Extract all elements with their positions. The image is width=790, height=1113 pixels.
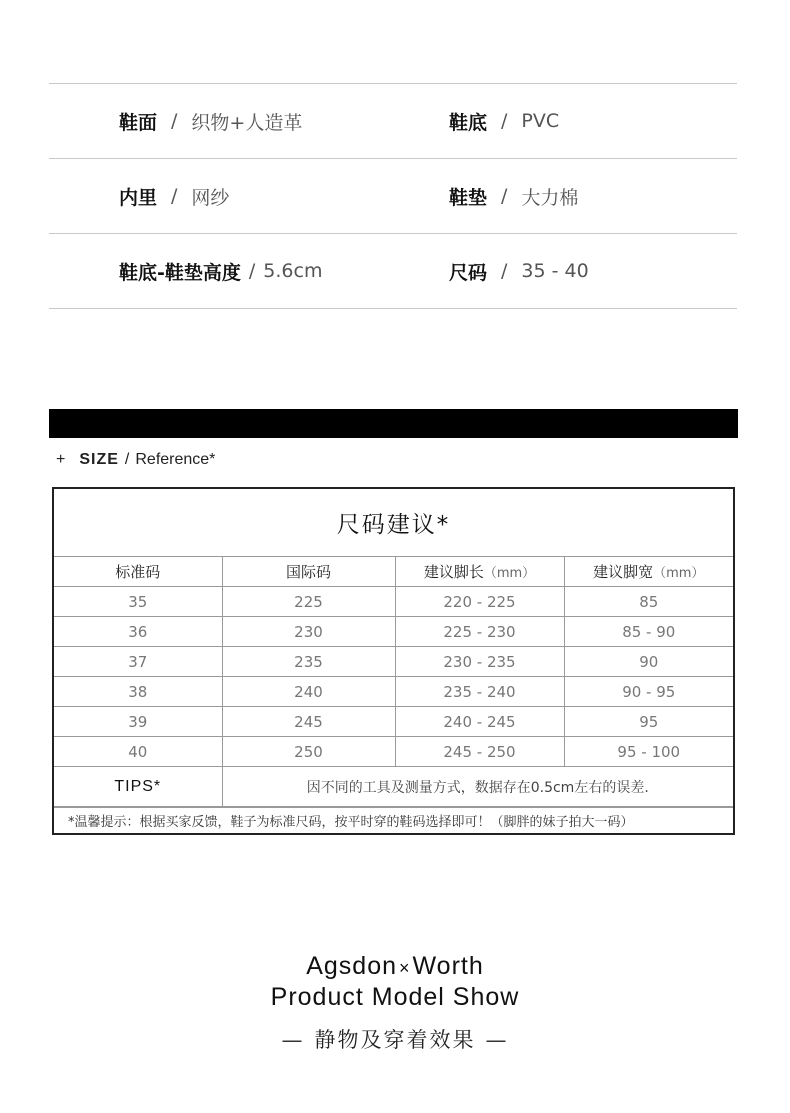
table-row bbox=[54, 737, 733, 767]
header-foot-width bbox=[564, 556, 733, 587]
plus-icon: + bbox=[56, 451, 66, 468]
spec-row bbox=[49, 159, 737, 234]
table-cell: 35 bbox=[54, 587, 222, 617]
brand-name bbox=[0, 952, 790, 981]
times-icon: × bbox=[399, 958, 411, 978]
table-row bbox=[54, 707, 733, 737]
tips-label: TIPS* bbox=[54, 767, 222, 807]
table-cell: 230 bbox=[222, 617, 395, 647]
size-table bbox=[54, 556, 733, 807]
header-unit: （mm） bbox=[653, 565, 705, 581]
table-cell: 85 bbox=[564, 587, 733, 617]
table-row bbox=[54, 617, 733, 647]
brand-name-right: Worth bbox=[412, 952, 484, 980]
size-section-heading bbox=[56, 451, 215, 469]
table-cell: 95 bbox=[564, 707, 733, 737]
table-cell: 235 bbox=[222, 647, 395, 677]
table-cell: 85 - 90 bbox=[564, 617, 733, 647]
tips-row bbox=[54, 767, 733, 807]
spec-table bbox=[49, 83, 737, 309]
size-slash: / bbox=[124, 451, 130, 468]
table-cell: 245 - 250 bbox=[395, 737, 564, 767]
table-row bbox=[54, 677, 733, 707]
tips-text: 因不同的工具及测量方式，数据存在0.5cm左右的误差. bbox=[222, 767, 733, 807]
header-text: 建议脚长 bbox=[423, 562, 484, 581]
spec-separator: / bbox=[501, 260, 508, 282]
table-row bbox=[54, 587, 733, 617]
table-cell: 40 bbox=[54, 737, 222, 767]
table-cell: 95 - 100 bbox=[564, 737, 733, 767]
spec-label: 鞋底-鞋垫高度 bbox=[119, 261, 241, 284]
brand-name-left: Agsdon bbox=[306, 952, 398, 980]
spec-value: 5.6cm bbox=[263, 260, 323, 282]
spec-label: 鞋面 bbox=[119, 111, 158, 134]
spec-value: 大力棉 bbox=[521, 186, 579, 209]
spec-separator: / bbox=[248, 260, 256, 282]
table-cell: 225 bbox=[222, 587, 395, 617]
spec-insole bbox=[449, 159, 578, 233]
brand-subtitle: Product Model Show bbox=[270, 983, 520, 1011]
section-divider-bar bbox=[49, 409, 738, 438]
table-row bbox=[54, 647, 733, 677]
spec-sole bbox=[449, 84, 559, 158]
table-cell: 240 - 245 bbox=[395, 707, 564, 737]
table-cell: 36 bbox=[54, 617, 222, 647]
table-cell: 250 bbox=[222, 737, 395, 767]
table-header-row bbox=[54, 556, 733, 587]
spec-separator: / bbox=[171, 185, 178, 207]
spec-upper bbox=[119, 84, 302, 158]
header-text: 标准码 bbox=[115, 562, 161, 581]
spec-label: 鞋底 bbox=[449, 111, 488, 134]
spec-row bbox=[49, 234, 737, 309]
size-guide-title: 尺码建议* bbox=[54, 489, 733, 557]
dash-right: — bbox=[485, 1028, 509, 1052]
table-cell: 90 bbox=[564, 647, 733, 677]
table-cell: 235 - 240 bbox=[395, 677, 564, 707]
dash-left: — bbox=[281, 1028, 305, 1052]
spec-lining bbox=[119, 159, 229, 233]
buyer-note: *温馨提示：根据买家反馈，鞋子为标准尺码，按平时穿的鞋码选择即可！（脚胖的妹子拍大一码） bbox=[54, 807, 733, 833]
spec-separator: / bbox=[501, 110, 508, 132]
spec-separator: / bbox=[171, 110, 178, 132]
caption-text: 静物及穿着效果 bbox=[314, 1028, 476, 1052]
table-cell: 38 bbox=[54, 677, 222, 707]
spec-row bbox=[49, 84, 737, 159]
spec-label: 鞋垫 bbox=[449, 186, 488, 209]
table-cell: 39 bbox=[54, 707, 222, 737]
header-standard-size bbox=[54, 556, 222, 587]
table-cell: 240 bbox=[222, 677, 395, 707]
spec-label: 内里 bbox=[119, 186, 158, 209]
table-cell: 225 - 230 bbox=[395, 617, 564, 647]
header-intl-size bbox=[222, 556, 395, 587]
table-cell: 90 - 95 bbox=[564, 677, 733, 707]
table-cell: 37 bbox=[54, 647, 222, 677]
reference-label: Reference* bbox=[135, 451, 216, 468]
header-text: 国际码 bbox=[285, 562, 331, 581]
spec-height bbox=[119, 234, 322, 308]
spec-separator: / bbox=[501, 185, 508, 207]
spec-label: 尺码 bbox=[449, 261, 488, 284]
brand-caption bbox=[0, 1024, 790, 1054]
spec-size-range bbox=[449, 234, 589, 308]
spec-value: 网纱 bbox=[191, 186, 230, 209]
table-cell: 220 - 225 bbox=[395, 587, 564, 617]
header-foot-length bbox=[395, 556, 564, 587]
header-text: 建议脚宽 bbox=[593, 562, 654, 581]
spec-value: PVC bbox=[521, 110, 560, 132]
table-cell: 245 bbox=[222, 707, 395, 737]
header-unit: （mm） bbox=[483, 565, 536, 581]
size-label: SIZE bbox=[79, 451, 119, 468]
spec-value: 织物+人造革 bbox=[191, 111, 303, 134]
spec-value: 35 - 40 bbox=[521, 260, 589, 282]
table-cell: 230 - 235 bbox=[395, 647, 564, 677]
size-guide-box bbox=[52, 487, 735, 835]
